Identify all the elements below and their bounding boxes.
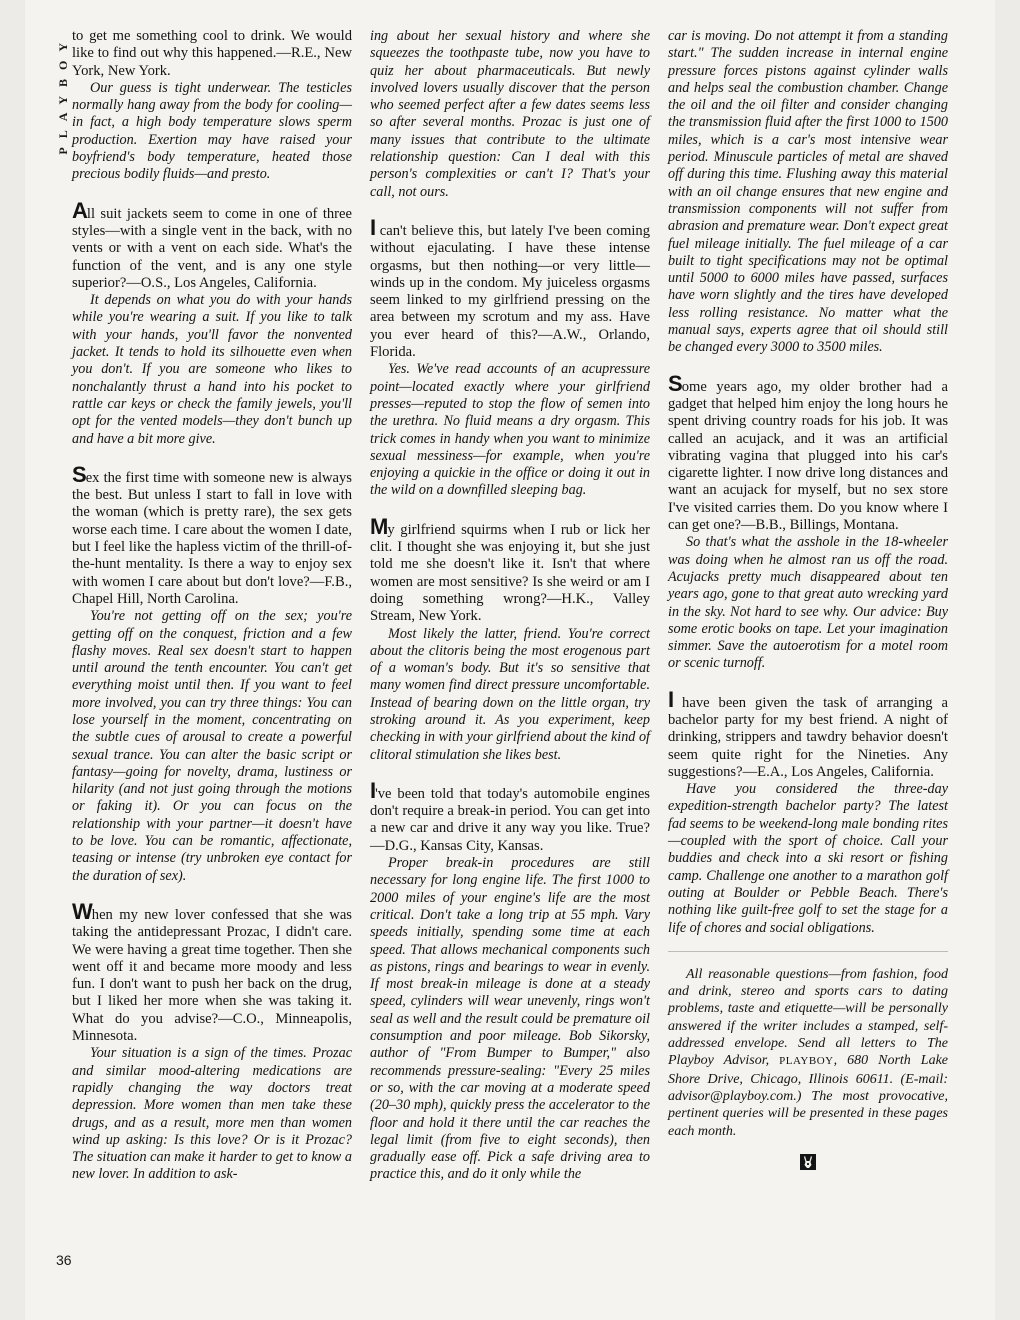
drop-initial: A <box>72 197 87 223</box>
reader-question <box>72 461 352 608</box>
question-text: have been given the task of arranging a bachelor party for my best friend. A night of drinking, strippers and tawdry behavior doesn't seem quite right for the Nineties. Any suggestions?—E.A., Los Angeles, California. <box>668 694 948 780</box>
footnote-text-pre: All reasonable questions—from fashion, food and drink, stereo and sports cars to dating problems, taste and etiquette—will be personally answered if the writer includes a stamped, self-addressed envelope. Send all letters to The Playboy Advisor, <box>668 966 948 1069</box>
item-spacer <box>72 184 352 204</box>
rabbit-head-icon <box>800 1154 816 1170</box>
advisor-answer: Have you considered the three-day expedition-strength bachelor party? The latest fad seems to be weekend-long male bonding rites—coupled with the sport of choice. Call your buddies and check into a ski resort or fishing camp. Challenge one another to a marathon golf outing at Boulder or Pebble Beach. There's nothing like guilt-free golf to set the stage for a life of chores and social obligations. <box>668 781 948 936</box>
advisor-answer-continued: car is moving. Do not attempt it from a standing start." The sudden increase in internal engine pressure forces pistons against cylinder walls and helps seal the combustion chamber. Change the oil and the oil filter and consider changing the transmission fluid after the first 1000 to 1500 miles, which is a car's most intensive wear period. Minuscule particles of metal are shaved off during this time. Flushing away this material with an oil change ensures that new engine and transmission components will not suffer from abrasion and premature wear. Don't expect great fuel mileage initially. The fuel mileage of a car built to tight specifications may not be optimal until 5000 to 6000 miles have passed, surfaces have worn slightly and the tires have developed less rolling resistance. No matter what the manual says, experts agree that oil should still be changed every 3000 to 3500 miles. <box>668 28 948 356</box>
drop-initial: I <box>370 214 376 240</box>
drop-initial: S <box>72 461 86 487</box>
reader-question <box>370 214 650 361</box>
masthead: PLAYBOY <box>56 34 70 155</box>
item-spacer <box>370 764 650 784</box>
question-text: ll suit jackets seem to come in one of three styles—with a single vent in the back, with no vents or with a vent on each side. What's the function of the vent, and is any one style superior?—O.S., Los Angeles, California. <box>72 205 352 291</box>
reader-question <box>370 777 650 855</box>
question-text: 've been told that today's automobile engines don't require a break-in period. You can get into a new car and drive it any way you like. True?—D.G., Kansas City, Kansas. <box>370 785 650 854</box>
drop-initial: I <box>370 777 376 803</box>
reader-question <box>370 513 650 626</box>
advisor-answer: Most likely the latter, friend. You're correct about the clitoris being the most erogenous part of a woman's body. But it's so sensitive that many women find direct pressure uncomfortable. Instead of bearing down on the little organ, try stroking around it. As you experiment, keep checking in with your girlfriend about the kind of clitoral stimulation she likes best. <box>370 625 650 763</box>
reader-question <box>72 197 352 292</box>
advisor-answer: Our guess is tight underwear. The testicles normally hang away from the body for cooling—in fact, a high body temperature slows sperm production. Exertion may have raised your boyfriend's body temperature, heated those precious bodily fluids—and presto. <box>72 79 352 183</box>
advisor-answer: Your situation is a sign of the times. Prozac and similar mood-altering medications are rapidly changing the way doctors treat depression. More women than men take these drugs, and as a result, more men than women wind up asking: Is this love? Or is it Prozac? The situation can make it harder to get to know a new lover. In addition to ask- <box>72 1045 352 1183</box>
question-text: can't believe this, but lately I've been coming without ejaculating. I have these intense orgasms, but then nothing—or very little—winds up in the condom. My juiceless orgasms seem linked to my girlfriend pressing on the area between my scrotum and my ass. Have you ever heard of this?—A.W., Orlando, Florida. <box>370 222 650 361</box>
drop-initial: I <box>668 686 674 712</box>
reader-question <box>668 370 948 535</box>
question-text: hen my new lover confessed that she was taking the antidepressant Prozac, I didn't care. We were having a great time together. Then she went off it and became more moody and less fun. I don't want to push her back on the drug, but I liked her more when she was taking it. What do you advise?—C.O., Minneapolis, Minnesota. <box>72 906 352 1045</box>
question-text: y girlfriend squirms when I rub or lick her clit. I thought she was enjoying it, but she just told me she doesn't like it. Isn't that where women are most sensitive? Is she weird or am I doing something wrong?—H.K., Valley Stream, New York. <box>370 521 650 625</box>
item-spacer <box>370 201 650 221</box>
reader-question <box>668 686 948 781</box>
advisor-answer: Yes. We've read accounts of an acupressure point—located exactly where your girlfriend presses—reputed to stop the flow of semen into the urethra. No fluid means a dry orgasm. This trick comes in handy when you want to minimize sexual messiness—for example, when you're enjoying a quickie in the office or doing it out in the wild on a downfilled sleeping bag. <box>370 361 650 499</box>
item-spacer <box>668 357 948 377</box>
item-spacer <box>370 500 650 520</box>
question-text: ex the first time with someone new is always the best. But unless I start to fall in love with the woman (which is pretty rare), the sex gets worse each time. I care about the women I date, but I feel like the hapless victim of the thrill-of-the-hunt mentality. Is there a way to enjoy sex with women I care about but don't love?—F.B., Chapel Hill, North Carolina. <box>72 469 352 607</box>
column-1 <box>72 28 352 1184</box>
item-spacer <box>72 885 352 905</box>
drop-initial: S <box>668 370 682 396</box>
drop-initial: M <box>370 513 388 539</box>
advisor-answer: So that's what the asshole in the 18-wheeler was doing when he almost ran us off the road. Acujacks pretty much disappeared about ten years ago, gone to that great auto wrecking yard in the sky. Not hard to see why. Our advice: Buy some erotic books on tape. Let your imagination simmer. Save the autoerotism for a motel room or scenic turnoff. <box>668 534 948 672</box>
drop-initial: W <box>72 898 92 924</box>
column-3 <box>668 28 948 1170</box>
page-number: 36 <box>56 1252 72 1268</box>
reader-question <box>72 898 352 1045</box>
advisor-answer: You're not getting off on the sex; you're getting off on the conquest, friction and a few flashy moves. Real sex doesn't start to happen until around the tenth encounter. You can't get everything moist until then. If you want to feel more involved, you can try three things: You can lose yourself in the moment, concentrating on the subtle cues of arousal to create a powerful sexual trance. You can alter the basic script or fantasy—going for novelty, drama, lustiness or hilarity (and not just going through the motions or faking it). Or you can focus on the relationship with your partner—it doesn't have to be love. You can be romantic, affectionate, teasing or intense (try unbroken eye contact for the duration of sex). <box>72 608 352 884</box>
question-text: ome years ago, my older brother had a gadget that helped him enjoy the long hours he spent driving country roads for his job. It was called an acujack, and it was an artificial vibrating vagina that plugged into his car's cigarette lighter. I now drive long distances and want an acujack for myself, but no sex store I've visited carries them. Do you know where I can get one?—B.B., Billings, Montana. <box>668 378 948 534</box>
footnote-text-post: , 680 North Lake Shore Drive, Chicago, Illinois 60611. (E-mail: advisor@playboy.com.) The most provocative, pertinent queries will be presented in these pages each month. <box>668 1053 949 1139</box>
item-spacer <box>668 673 948 693</box>
footnote-smallcaps: PLAYBOY <box>779 1055 834 1068</box>
column-2 <box>370 28 650 1184</box>
advisor-answer: It depends on what you do with your hands while you're wearing a suit. If you like to talk with your hands, you'll favor the nonvented jacket. It tends to hold its silhouette even when you don't. If you are someone who likes to nonchalantly thrust a hand into his pocket to rattle car keys or check the family jewels, you'll opt for the vented models—they don't bunch up and have a bit more give. <box>72 292 352 447</box>
item-spacer <box>72 448 352 468</box>
advisor-answer-continued: ing about her sexual history and where she squeezes the toothpaste tube, now you have to quiz her about pharmaceuticals. But newly involved lovers usually discover that the person who seemed perfect after a few dates seems less so after several months. Prozac is just one of many issues that contribute to the ultimate relationship question: Can I deal with this person's complexities or can't I? That's your call, not ours. <box>370 28 650 200</box>
advisor-submission-note <box>668 951 948 1140</box>
question-continued: to get me something cool to drink. We would like to find out why this happened.—R.E., New York, New York. <box>72 28 352 79</box>
advisor-answer: Proper break-in procedures are still necessary for long engine life. The first 1000 to 2000 miles of your engine's life are the most critical. Don't take a long trip at 55 mph. Vary speeds initially, spending some time at each speed. That allows mechanical components such as pistons, rings and bearings to wear in evenly. If most break-in mileage is done at a steady speed, cylinders will wear unevenly, rings won't seal as well and the result could be premature oil consumption and poor mileage. Bob Sikorsky, author of "From Bumper to Bumper," also recommends pressure-sealing: "Every 25 miles or so, with the car moving at a moderate speed (20–30 mph), quickly press the accelerator to the floor and hold it there until the car reaches the legal limit (from five to eight seconds), then gradually ease off. Pick a safe driving area to practice this, and do it only while the <box>370 855 650 1183</box>
